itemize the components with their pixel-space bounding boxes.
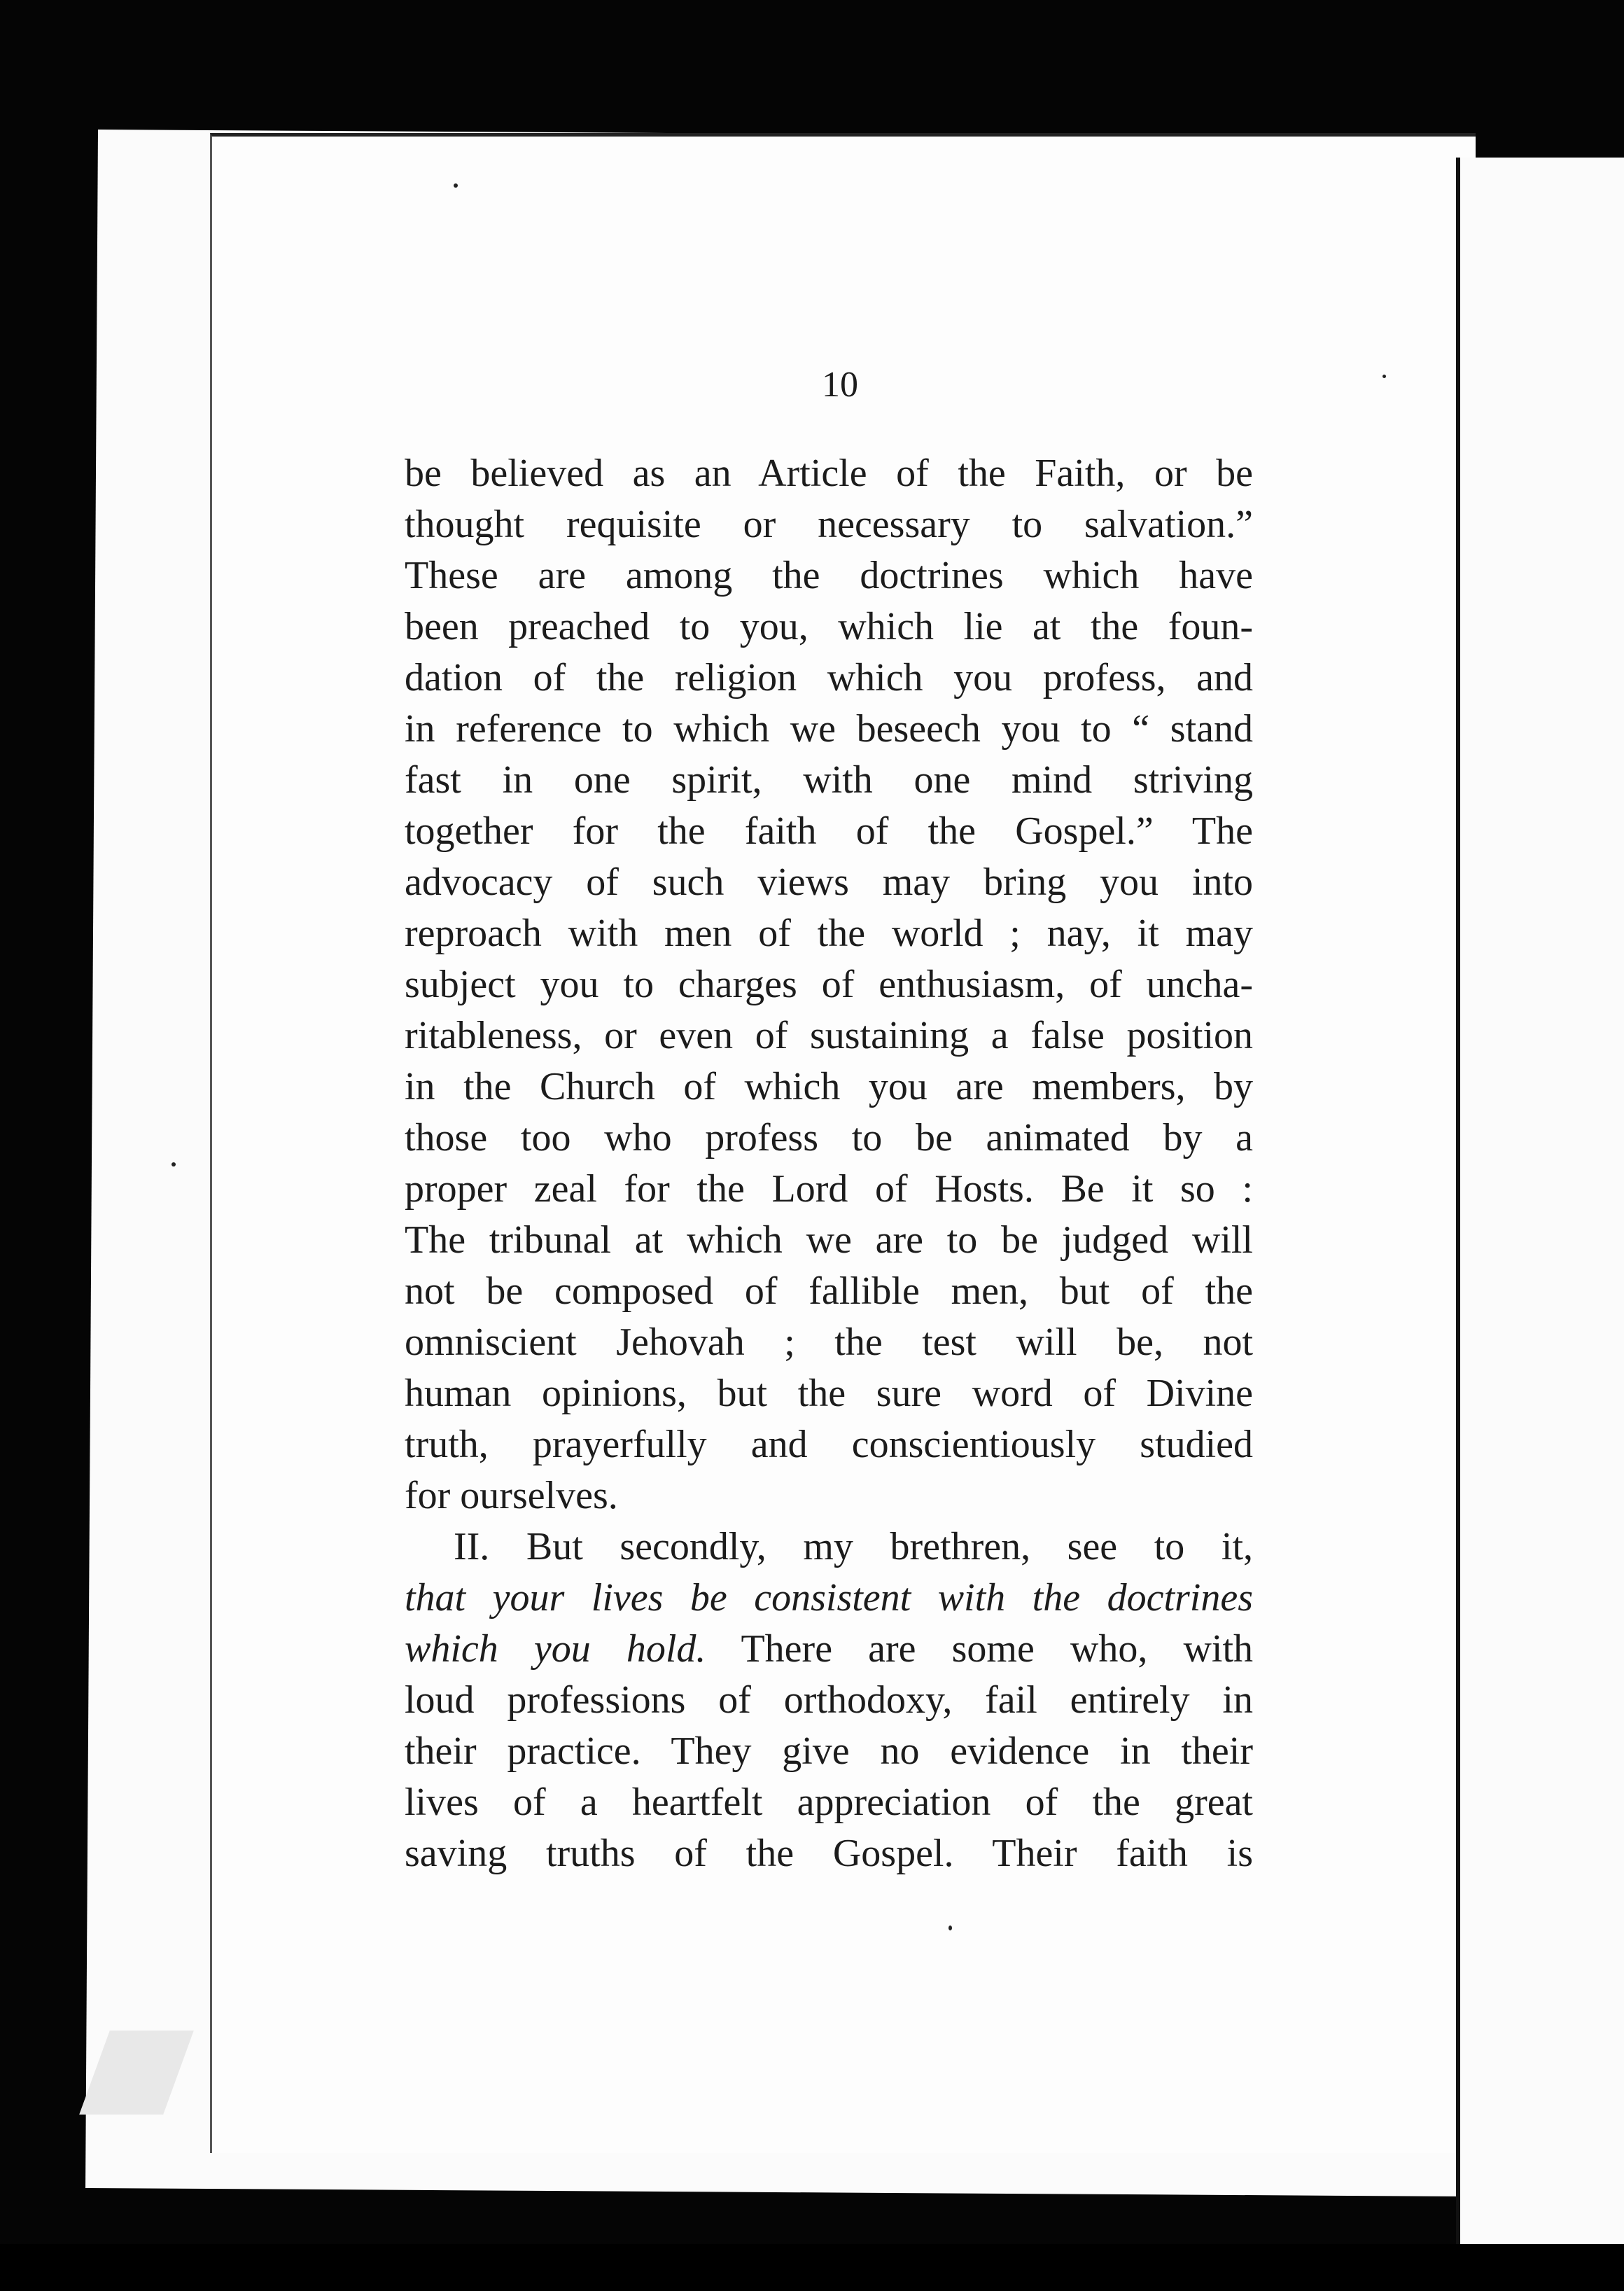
text-segment: These are among the doctrines which have: [405, 554, 1253, 597]
speck: [1382, 375, 1386, 378]
speck: [948, 1926, 952, 1930]
text-line: [405, 1113, 1253, 1164]
text-segment: their practice. They give no evidence in their: [405, 1729, 1253, 1773]
text-segment: be believed as an Article of the Faith, or be: [405, 452, 1253, 495]
text-line: [405, 601, 1253, 653]
text-line: [405, 1164, 1253, 1215]
text-line: [405, 1061, 1253, 1113]
text-segment: in reference to which we beseech you to “ stand: [405, 707, 1253, 751]
text-segment: been preached to you, which lie at the foun-: [405, 605, 1253, 648]
text-segment: omniscient Jehovah ; the test will be, not: [405, 1321, 1253, 1364]
text-segment: The tribunal at which we are to be judged will: [405, 1218, 1253, 1262]
text-segment: loud professions of orthodoxy, fail entirely in: [405, 1678, 1253, 1722]
text-segment: dation of the religion which you profess, and: [405, 656, 1253, 699]
speck: [454, 183, 458, 188]
text-line: [405, 704, 1253, 755]
text-line: [405, 1010, 1253, 1061]
text-segment: thought requisite or necessary to salvation.”: [405, 503, 1253, 546]
speck: [172, 1162, 176, 1167]
facing-page-edge: [1456, 158, 1624, 2258]
page-number: 10: [822, 365, 858, 405]
text-segment: together for the faith of the Gospel.” The: [405, 809, 1253, 853]
text-segment: II. But secondly, my brethren, see to it,: [454, 1525, 1253, 1568]
text-segment: reproach with men of the world ; nay, it may: [405, 912, 1253, 955]
text-line: [405, 1675, 1253, 1726]
text-segment: human opinions, but the sure word of Divine: [405, 1372, 1253, 1415]
text-line: [405, 959, 1253, 1010]
text-line: [405, 908, 1253, 959]
text-line: [405, 1624, 1253, 1675]
text-segment: ritableness, or even of sustaining a false position: [405, 1014, 1253, 1057]
text-segment: those too who profess to be animated by a: [405, 1116, 1253, 1160]
text-line: [405, 1828, 1253, 1879]
text-line: [405, 1317, 1253, 1368]
text-line: [405, 1368, 1253, 1419]
text-line: [405, 1215, 1253, 1266]
text-line: [405, 1470, 1253, 1521]
text-line: [405, 1726, 1253, 1777]
text-line: [405, 499, 1253, 550]
text-line: [405, 1573, 1253, 1624]
italic-text: which you hold.: [405, 1627, 706, 1671]
text-segment: for ourselves.: [405, 1474, 618, 1517]
text-segment: There are some who, with: [706, 1627, 1254, 1671]
italic-text: that your lives be consistent with the doctrines: [405, 1576, 1253, 1620]
text-segment: not be composed of fallible men, but of the: [405, 1269, 1253, 1313]
text-line: [405, 1266, 1253, 1317]
text-line: [405, 550, 1253, 601]
text-segment: lives of a heartfelt appreciation of the great: [405, 1781, 1253, 1824]
text-segment: advocacy of such views may bring you into: [405, 861, 1253, 904]
text-line: [405, 448, 1253, 499]
text-segment: subject you to charges of enthusiasm, of uncha-: [405, 963, 1253, 1006]
text-segment: fast in one spirit, with one mind striving: [405, 758, 1253, 802]
text-segment: saving truths of the Gospel. Their faith is: [405, 1832, 1253, 1875]
scan-bottom-edge: [0, 2244, 1624, 2291]
text-line: [405, 806, 1253, 857]
text-line: [405, 1777, 1253, 1828]
text-segment: proper zeal for the Lord of Hosts. Be it so :: [405, 1167, 1253, 1211]
text-line: [405, 1521, 1253, 1573]
text-line: [405, 653, 1253, 704]
text-line: [405, 1419, 1253, 1470]
text-segment: in the Church of which you are members, by: [405, 1065, 1253, 1108]
body-text: [405, 448, 1253, 1879]
text-line: [405, 857, 1253, 908]
text-segment: truth, prayerfully and conscientiously studied: [405, 1423, 1253, 1466]
text-line: [405, 755, 1253, 806]
